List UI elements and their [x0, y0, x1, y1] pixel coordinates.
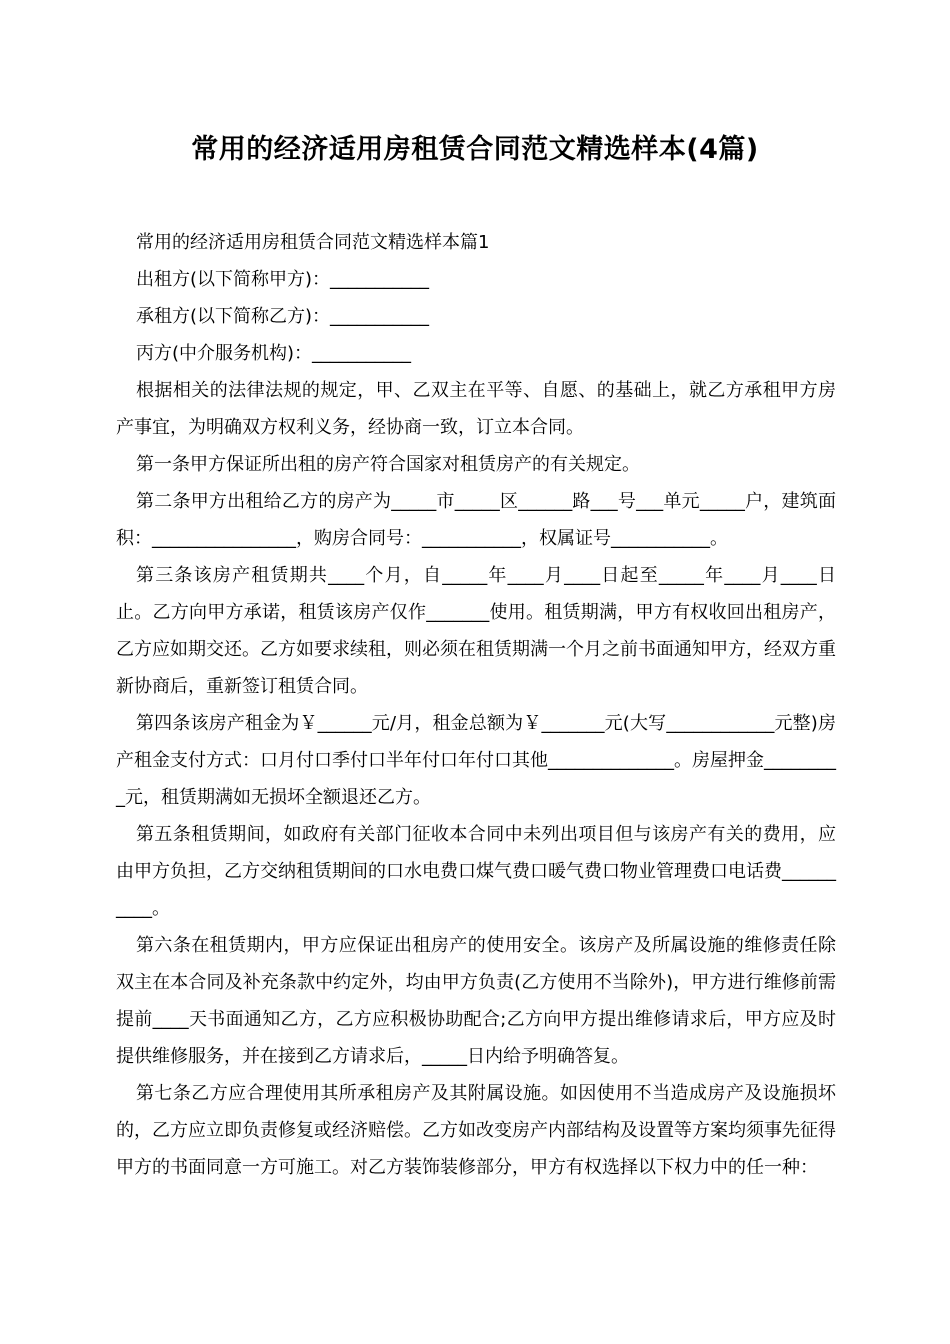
article-2: 第二条甲方出租给乙方的房产为_____市_____区______路___号___单元_____户，建筑面积：________________，购房合同号：___________，权属证号___________。	[116, 491, 836, 549]
party-c-line: 丙方(中介服务机构)：___________	[136, 343, 412, 364]
document-body	[116, 224, 836, 1186]
article-3: 第三条该房产租赁期共____个月，自_____年____月____日起至_____年____月____日止。乙方向甲方承诺，租赁该房产仅作_______使用。租赁期满，甲方有权收回出租房产，乙方应如期交还。乙方如要求续租，则必须在租赁期满一个月之前书面通知甲方，经双方重新协商后，重新签订租赁合同。	[116, 565, 836, 697]
article-1: 第一条甲方保证所出租的房产符合国家对租赁房产的有关规定。	[136, 454, 640, 475]
article-7: 第七条乙方应合理使用其所承租房产及其附属设施。如因使用不当造成房产及设施损坏的，乙方应立即负责修复或经济赔偿。乙方如改变房产内部结构及设置等方案均须事先征得甲方的书面同意一方可施工。对乙方装饰装修部分，甲方有权选择以下权力中的任一种：	[116, 1083, 836, 1178]
party-a-line: 出租方(以下简称甲方)：___________	[136, 269, 430, 290]
article-6: 第六条在租赁期内，甲方应保证出租房产的使用安全。该房产及所属设施的维修责任除双主在本合同及补充条款中约定外，均由甲方负责(乙方使用不当除外)，甲方进行维修前需提前____天书面通知乙方，乙方应积极协助配合;乙方向甲方提出维修请求后，甲方应及时提供维修服务，并在接到乙方请求后，_____日内给予明确答复。	[116, 935, 836, 1067]
article-4: 第四条该房产租金为￥______元/月，租金总额为￥_______元(大写____________元整)房产租金支付方式：口月付口季付口半年付口年付口其他______________。房屋押金_________元，租赁期满如无损坏全额退还乙方。	[116, 713, 836, 808]
article-5: 第五条租赁期间，如政府有关部门征收本合同中未列出项目但与该房产有关的费用，应由甲方负担，乙方交纳租赁期间的口水电费口煤气费口暖气费口物业管理费口电话费__________。	[116, 824, 836, 919]
document-title: 常用的经济适用房租赁合同范文精选样本(4篇)	[191, 134, 759, 165]
preamble-paragraph: 根据相关的法律法规的规定，甲、乙双主在平等、自愿、的基础上，就乙方承租甲方房产事宜，为明确双方权利义务，经协商一致，订立本合同。	[116, 380, 836, 438]
party-b-line: 承租方(以下简称乙方)：___________	[136, 306, 430, 327]
section-heading: 常用的经济适用房租赁合同范文精选样本篇1	[136, 232, 490, 253]
